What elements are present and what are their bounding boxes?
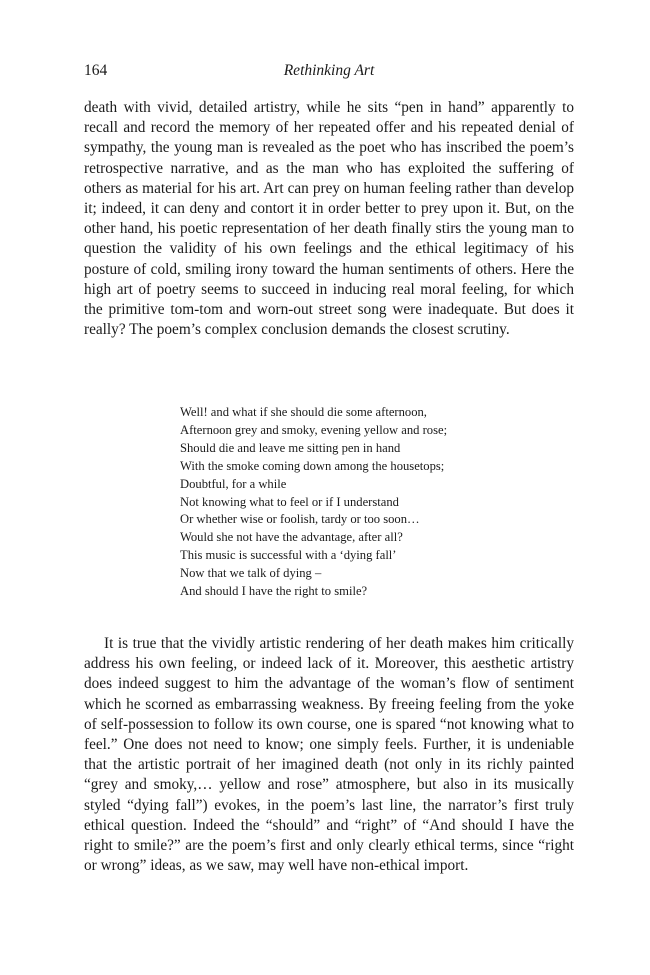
poem-line: Well! and what if she should die some afternoon, xyxy=(180,405,427,419)
body-paragraph-1: death with vivid, detailed artistry, while he sits “pen in hand” apparently to recall and record the memory of her repeated offer and his repeated denial of sympathy, the young man is revealed as the poet who has inscribed the poem’s retrospective narrative, and as the man who has exploited the suffering of others as material for his art. Art can prey on human feeling rather than develop it; indeed, it can deny and contort it in order better to prey upon it. But, on the other hand, his poetic representation of her death finally stirs the young man to question the validity of his own feelings and the ethical legitimacy of his posture of cold, smiling irony toward the human sentiments of others. Here the high art of poetry seems to succeed in inducing real moral feeling, for which the primitive tom-tom and worn-out street song were inadequate. But does it really? The poem’s complex conclusion demands the closest scrutiny. xyxy=(84,99,574,339)
poem-quotation xyxy=(180,404,540,601)
poem-line: Would she not have the advantage, after all? xyxy=(180,530,403,545)
poem-line: Or whether wise or foolish, tardy or too soon… xyxy=(180,512,420,527)
poem-line: Now that we talk of dying – xyxy=(180,566,322,581)
poem-line: Not knowing what to feel or if I understand xyxy=(180,494,399,509)
page-number: 164 xyxy=(84,62,108,79)
poem-line: Should die and leave me sitting pen in hand xyxy=(180,440,401,455)
poem-line: With the smoke coming down among the housetops; xyxy=(180,458,445,473)
poem-line: Afternoon grey and smoky, evening yellow and rose; xyxy=(180,422,448,437)
running-head xyxy=(84,62,574,84)
running-title: Rethinking Art xyxy=(283,62,375,79)
body-paragraph-2: It is true that the vividly artistic rendering of her death makes him critically address his own feeling, or indeed lack of it. Moreover, this aesthetic artistry does indeed suggest to him the advantage of the woman’s flow of sentiment which he scorned as embarrassing weakness. By freeing feeling from the yoke of self-possession to follow its own course, one is spared “not knowing what to feel.” One does not need to know; one simply feels. Further, it is undeniable that the artistic portrait of her imagined death (not only in its richly painted “grey and smoky,… yellow and rose” atmosphere, but also in its musically styled “dying fall”) evokes, in the poem’s last line, the narrator’s first truly ethical question. Indeed the “should” and “right” of “And should I have the right to smile?” are the poem’s first and only clearly ethical terms, since “right or wrong” ideas, as we saw, may well have non-ethical import. xyxy=(84,635,574,875)
poem-line: Doubtful, for a while xyxy=(180,476,287,491)
poem-line: And should I have the right to smile? xyxy=(180,584,368,599)
poem-line: This music is successful with a ‘dying fall’ xyxy=(180,548,397,563)
